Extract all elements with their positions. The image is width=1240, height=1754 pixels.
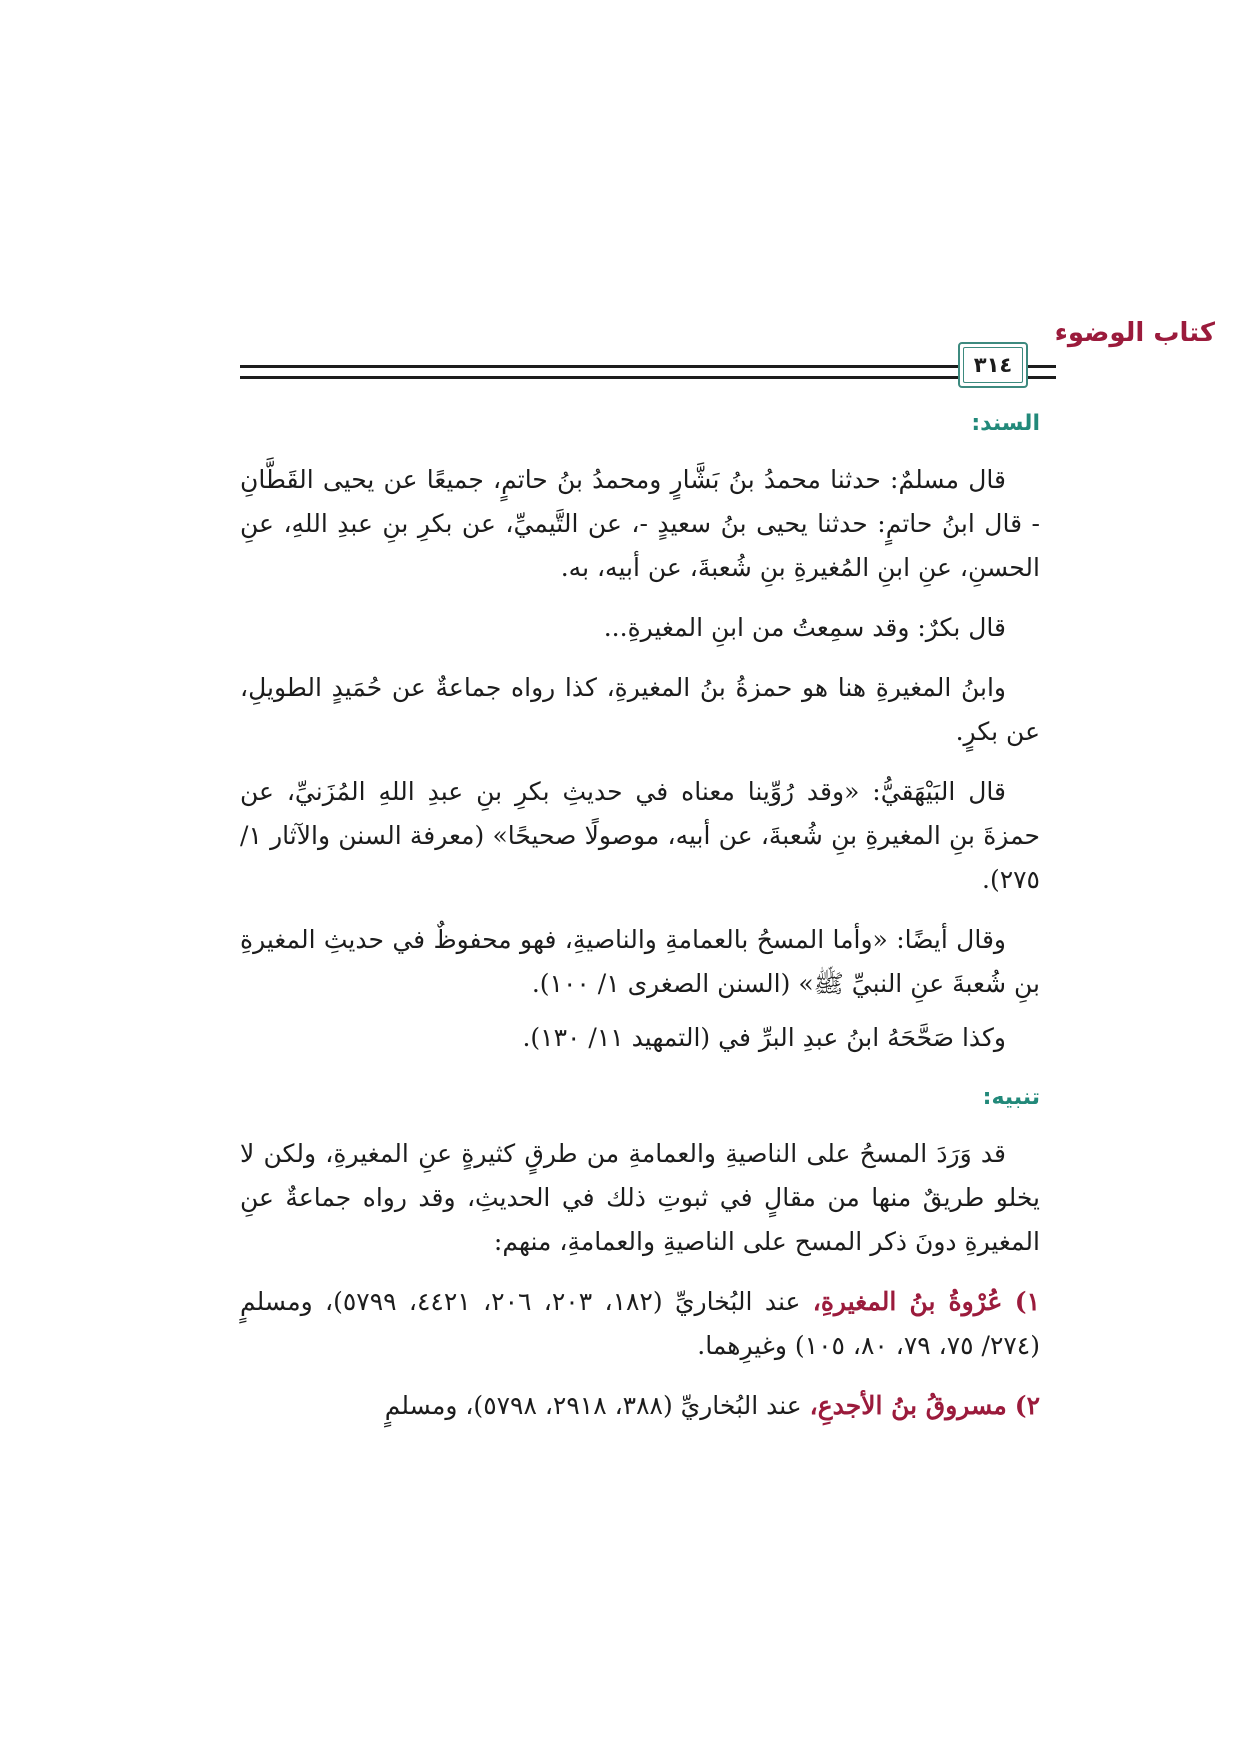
item-number: ١): [1014, 1287, 1041, 1316]
header-rule-left: [1028, 365, 1056, 379]
paragraph-ibn-mughira: وابنُ المغيرةِ هنا هو حمزةُ بنُ المغيرةِ، كذا رواه جماعةٌ عن حُمَيدٍ الطويلِ، عن بكرٍ.: [240, 673, 1040, 746]
paragraph-bayhaqi: قال البَيْهَقيُّ: «وقد رُوِّينا معناه في حديثِ بكرِ بنِ عبدِ اللهِ المُزَنيِّ، عن حمزةَ بنِ المغيرةِ بنِ شُعبةَ، عن أبيه، موصولًا صحيحًا» (معرفة السنن والآثار ١/ ٢٧٥).: [240, 777, 1040, 894]
running-header-title: كتاب الوضوء: [1054, 318, 1215, 348]
page-number-frame: [958, 342, 1028, 388]
sanad-heading: السند:: [971, 411, 1040, 436]
page-number: ٣١٤: [963, 347, 1023, 383]
paragraph-isnad: قال مسلمٌ: حدثنا محمدُ بنُ بَشَّارٍ ومحمدُ بنُ حاتمٍ، جميعًا عن يحيى القَطَّانِ - قال ابنُ حاتمٍ: حدثنا يحيى بنُ سعيدٍ -، عن التَّيميِّ، عن بكرِ بنِ عبدِ اللهِ، عنِ الحسنِ، عنِ ابنِ المُغيرةِ بنِ شُعبةَ، عن أبيه، به.: [240, 465, 1040, 582]
paragraph-bayhaqi-also: وقال أيضًا: «وأما المسحُ بالعمامةِ والناصيةِ، فهو محفوظٌ في حديثِ المغيرةِ بنِ شُعبةَ عنِ النبيِّ ﷺ» (السنن الصغرى ١/ ١٠٠).: [240, 925, 1040, 998]
item-narrator-name: عُرْوةُ بنُ المغيرةِ،: [812, 1287, 1003, 1316]
list-item: [240, 1384, 1040, 1428]
list-item: [240, 1280, 1040, 1368]
item-narrator-name: مسروقُ بنُ الأجدعِ،: [809, 1391, 1007, 1420]
paragraph-tanbih: قد وَرَدَ المسحُ على الناصيةِ والعمامةِ من طرقٍ كثيرةٍ عنِ المغيرةِ، ولكن لا يخلو طريقٌ منها من مقالٍ في ثبوتِ ذلك في الحديثِ، وقد رواه جماعةٌ عنِ المغيرةِ دونَ ذكر المسح على الناصيةِ والعمامةِ، منهم:: [240, 1139, 1040, 1256]
item-text: عند البُخاريِّ (٣٨٨، ٢٩١٨، ٥٧٩٨)، ومسلمٍ: [384, 1391, 802, 1420]
page-body: [240, 402, 1040, 1444]
item-number: ٢): [1014, 1391, 1040, 1420]
header-rule-right: [240, 365, 995, 379]
item-text: عند البُخاريِّ (١٨٢، ٢٠٣، ٢٠٦، ٤٤٢١، ٥٧٩٩)، ومسلمٍ (٢٧٤/ ٧٥، ٧٩، ٨٠، ١٠٥) وغيرِهما.: [240, 1287, 1040, 1360]
paragraph-ibn-abd-al-barr: وكذا صَحَّحَهُ ابنُ عبدِ البرِّ في (التمهيد ١١/ ١٣٠).: [522, 1023, 1006, 1052]
paragraph-bakr: قال بكرٌ: وقد سمِعتُ من ابنِ المغيرةِ...: [603, 613, 1006, 642]
tanbih-heading: تنبيه:: [982, 1085, 1040, 1110]
